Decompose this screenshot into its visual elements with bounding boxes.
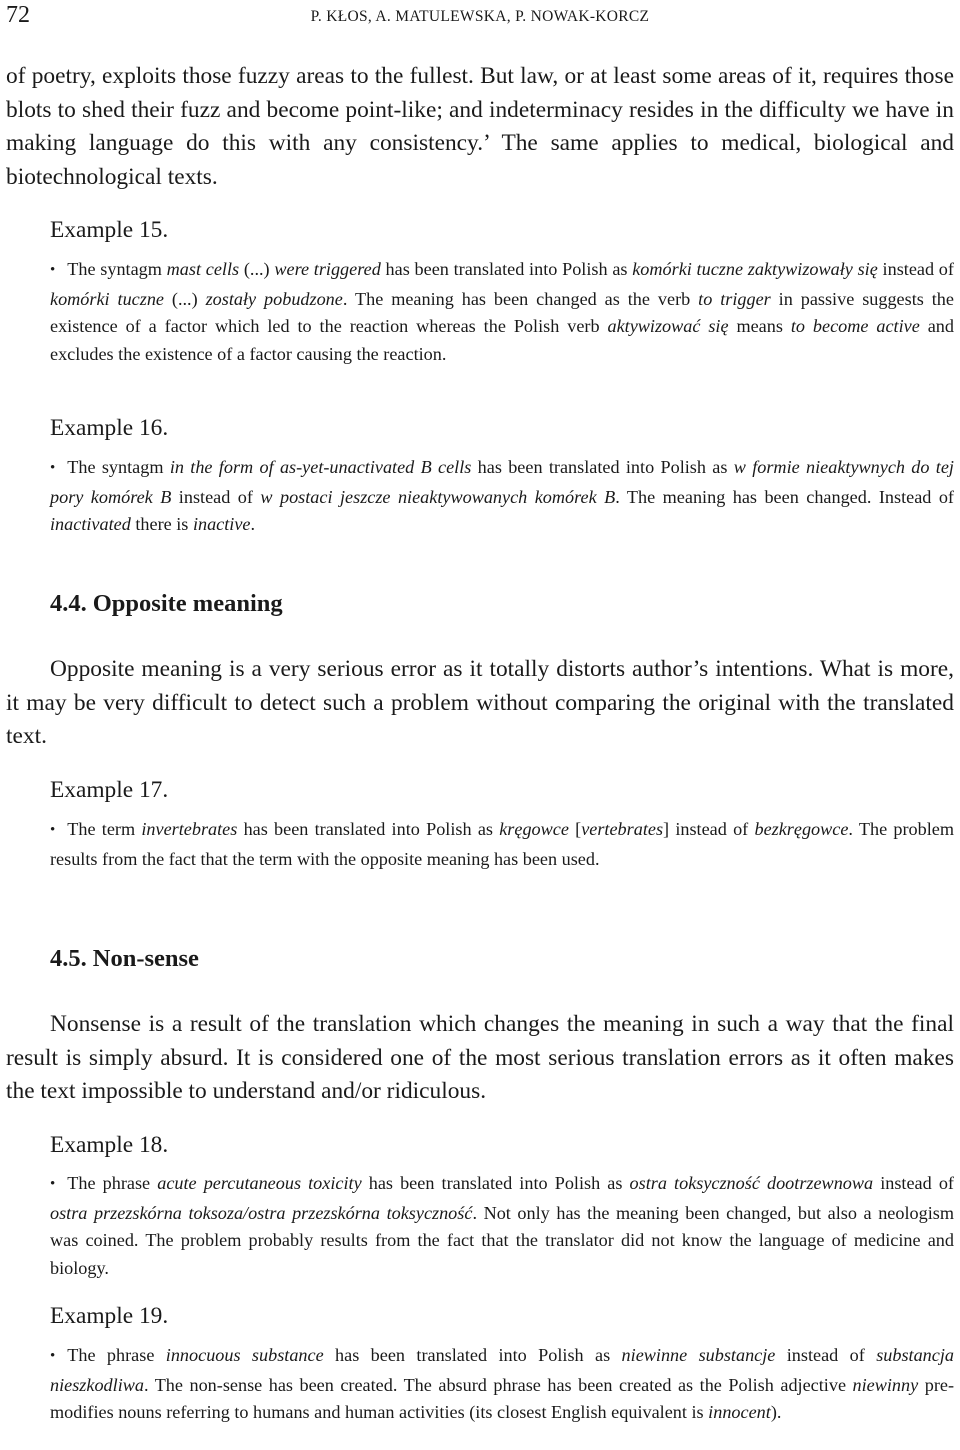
example-19-label: Example 19. (50, 1303, 169, 1329)
example-17-text: • The term invertebrates has been translated into Polish as kręgowce [vertebrates] instead of bezkręgowce. The problem results from the fact that the term with the opposite meaning has been used. (50, 819, 955, 869)
running-title: P. KŁOS, A. MATULEWSKA, P. NOWAK-KORCZ (310, 8, 650, 25)
intro-paragraph (6, 60, 954, 194)
section-4-5-heading (50, 945, 199, 973)
bullet-icon: • (50, 1348, 56, 1364)
page-number: 72 (6, 2, 30, 28)
section-number: 4.4. (50, 590, 87, 617)
bullet-icon: • (50, 262, 56, 278)
section-title: Non-sense (92, 945, 199, 972)
section-4-4-heading (50, 590, 283, 618)
example-16-label: Example 16. (50, 415, 169, 441)
section-title: Opposite meaning (92, 590, 283, 617)
example-18-label: Example 18. (50, 1132, 169, 1158)
bullet-icon: • (50, 1176, 56, 1192)
section-4-4-paragraph: Opposite meaning is a very serious error as it totally distorts author’s intentions. What is more, it may be very difficult to detect such a problem without comparing the original with the translated text. (6, 656, 954, 749)
example-17-label: Example 17. (50, 777, 169, 803)
section-4-5-paragraph: Nonsense is a result of the translation which changes the meaning in such a way that the final result is simply absurd. It is considered one of the most serious translation errors as it often makes the text impossible to understand and/or ridiculous. (6, 1011, 954, 1104)
running-head (6, 2, 954, 28)
section-number: 4.5. (50, 945, 87, 972)
bullet-icon: • (50, 460, 56, 476)
example-15-text: • The syntagm mast cells (...) were triggered has been translated into Polish as komórki tuczne zaktywizowały się instead of komórki tuczne (...) zostały pobudzone. The meaning has been changed as the verb to trigger in passive suggests the existence of a factor which led to the reaction whereas the Polish verb aktywizować się means to become active and excludes the existence of a factor causing the reaction. (50, 259, 954, 364)
example-19-text: • The phrase innocuous substance has been translated into Polish as niewinne substancje instead of substancja nieszkodliwa. The non-sense has been created. The absurd phrase has been created as the Polish adjective niewinny pre-modifies nouns referring to humans and human activities (its closest English equivalent is innocent). (50, 1345, 954, 1422)
example-15-label: Example 15. (50, 217, 169, 243)
intro-text: of poetry, exploits those fuzzy areas to the fullest. But law, or at least some areas of it, requires those blots to shed their fuzz and become point-like; and indeterminacy resides in the difficulty we have in making language do this with any consistency.’ (6, 63, 954, 156)
intro-text-closing: The same applies to medical, biological and biotechnological texts. (6, 130, 954, 190)
example-18-text: • The phrase acute percutaneous toxicity has been translated into Polish as ostra toksyczność dootrzewnowa instead of ostra przezskórna toksoza/ostra przezskórna toksyczność. Not only has the meaning been changed, but also a neologism was coined. The problem probably results from the fact that the translator did not know the language of medicine and biology. (50, 1173, 954, 1278)
example-16-text: • The syntagm in the form of as-yet-unactivated B cells has been translated into Polish as w formie nieaktywnych do tej pory komórek B instead of w postaci jeszcze nieaktywowanych komórek B. The meaning has been changed. Instead of inactivated there is inactive. (50, 457, 954, 534)
bullet-icon: • (50, 822, 56, 838)
